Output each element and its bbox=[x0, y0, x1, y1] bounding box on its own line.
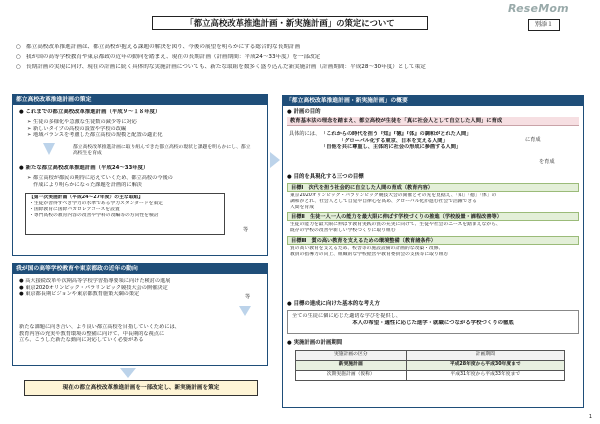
previous-plan-heading: ● これまでの都立高校改革推進計画（平成９～１８年度） bbox=[19, 109, 161, 115]
goals-block bbox=[287, 174, 579, 259]
goals-heading: ● 目的を具現化する三つの目標 bbox=[287, 174, 364, 180]
purpose-block bbox=[287, 109, 579, 171]
down-arrow-icon bbox=[120, 368, 136, 378]
circle-bullet-icon: ○ bbox=[16, 54, 21, 60]
goal-1-text: 東京2020オリンピック・パラリンピック競技大会の開催とその先を見据え、「知」「徳」「体」の 調和がとれ、社会人として自覚や自律心を高め、グローバル化が進む社会で活躍できる 人間を育成 bbox=[290, 192, 497, 211]
list-item: ● 高大接続改革や次期高等学校学習指導要領に向けた検討の進展 bbox=[19, 278, 171, 284]
goal-3-text: 質の高い教育を支えるため、校舎等の施設設備の計画的な改築・改修、 教員の指導力の向上、組織的な学校経営や教育委員会の支援等に取り組む bbox=[290, 245, 449, 257]
approach-block bbox=[287, 301, 579, 334]
purpose-lines: 「これからの時代を担う『知』『徳』『体』の調和がとれた人間」 「グローバル化する東京、日本を支える人間」 「自他を共に尊重し、主体的に社会の形成に参画する人間」 bbox=[321, 131, 472, 151]
new-plan-text: ➢ 都立高校が都民の期待に応えていくため、都立高校の今後の 作成により明らかになった課題を計画的に解決 bbox=[27, 175, 173, 188]
goal-1-title: 目標Ⅰ 次代を担う社会的に自立した人間の育成（教育内容） bbox=[287, 183, 579, 192]
goal-2-title: 目標Ⅱ 生徒一人一人の能力を最大限に伸ばす学校づくりの推進（学校設置・課程改善等） bbox=[287, 212, 579, 221]
previous-plan-result: 都立高校改革推進計画に取り組んできた都立高校の現状と課題を明らかにし、都立高校生を育成 bbox=[73, 145, 251, 157]
table-header-row: 実施計画の区分 計画期間 bbox=[296, 350, 565, 360]
goal-3-title: 目標Ⅲ 質の高い教育を支えるための環境整備（教育諸条件） bbox=[287, 236, 579, 245]
intro-item: ○ 都立高校改革推進計画は、都立高校が抱える課題の解決を図り、今後の展望を明らかにする総合的な長期計画 bbox=[16, 44, 301, 50]
trends-text: 新たな課題に向き合い、より良い都立高校を目指していくためには、 教育内容の充実や教育環境の整備に向けて、中長期的な視点に 立ち、こうした新たな動向に対応していく必要がある bbox=[19, 324, 180, 344]
period-table bbox=[295, 350, 565, 381]
period-block bbox=[287, 340, 579, 381]
list-item: ➢ 新しいタイプの高校の設置や学校の改編 bbox=[27, 125, 127, 132]
strategy-section bbox=[12, 94, 268, 256]
trends-section bbox=[12, 263, 268, 366]
trends-section-title: 我が国の高等学校教育や東京都政の近年の動向 bbox=[13, 264, 267, 274]
purpose-tail: に育成 bbox=[525, 137, 541, 143]
circle-bullet-icon: ○ bbox=[16, 44, 21, 50]
goal-2-text: 生徒の能力を最大限に伸ばす教育実践の質の充実に向けて、生徒や社会のニーズを踏まえながら、 既存の学校の改善や新しい学校づくりに取り組む bbox=[290, 222, 501, 234]
intro-list bbox=[16, 44, 578, 74]
list-item: ➢ 生徒の多様化や急激な生徒数の減少等に対応 bbox=[27, 119, 137, 125]
previous-plan-items bbox=[27, 119, 163, 139]
right-arrow-icon bbox=[270, 152, 280, 168]
intro-item: ○ 我が国の高等学校教育や東京都政の近年の動向を踏まえ、現在の長期計画（計画期間：平成24～33年度）を一部改定 bbox=[16, 54, 321, 60]
trends-items bbox=[19, 278, 170, 298]
list-item: ➢ 地域バランスを考慮した都立高校の規模と配置の適正化 bbox=[27, 132, 163, 139]
purpose-heading: ● 計画の目的 bbox=[287, 109, 321, 115]
purpose-tail2: を育成 bbox=[539, 159, 555, 165]
new-plan-heading: ● 新たな都立高校改革推進計画（平成24～33年度） bbox=[19, 165, 149, 171]
etc-mark: 等 bbox=[245, 294, 251, 300]
intro-item: ○ 長期計画の実現に向け、現在の計画に続く具体的な実施計画についても、新たな取組を数多く盛り込んだ新実施計画（計画期間：平成28～30年度）として策定 bbox=[16, 64, 426, 70]
table-row: 次期実施計画（仮称） 平成31年度から平成33年度まで bbox=[296, 370, 565, 380]
down-arrow-icon bbox=[43, 143, 55, 155]
page-number: 1 bbox=[588, 413, 592, 420]
approach-box: 全ての生徒に個に応じた適切な学びを提供し、 本人の希望・適性に応じた進学・就職につながる学校づくりの徹底 bbox=[287, 310, 579, 334]
resemom-logo: ReseMom bbox=[508, 2, 569, 15]
strategy-section-title: 都立高校改革推進計画の策定 bbox=[13, 95, 267, 105]
overview-section-title: 「都立高校改革推進計画・新実施計画」の概要 bbox=[283, 96, 583, 106]
approach-heading: ● 目標の達成に向けた基本的な考え方 bbox=[287, 301, 380, 307]
down-arrow-icon bbox=[239, 306, 251, 316]
period-heading: ● 実施計画の計画期間 bbox=[287, 340, 343, 346]
annex-label: 別添１ bbox=[528, 19, 560, 31]
table-row: 新実施計画 平成28年度から平成30年度まで bbox=[296, 360, 565, 370]
conclusion-box: 現在の都立高校改革推進計画を一部改定し、新実施計画を策定 bbox=[24, 380, 258, 396]
circle-bullet-icon: ○ bbox=[16, 64, 21, 70]
list-item: ● 東京2020オリンピック・パラリンピック競技大会の開催決定 bbox=[19, 284, 168, 291]
list-item: ● 東京都長期ビジョンや東京都教育施策大綱の策定 bbox=[19, 291, 140, 298]
page-title: 「都立高校改革推進計画・新実施計画」の策定について bbox=[152, 16, 428, 30]
purpose-summary: 教育基本法の理念を踏まえ、都立高校が生徒を「真に社会人として自立した人間」に育成 bbox=[287, 117, 579, 126]
etc-mark: 等 bbox=[243, 227, 249, 233]
overview-section bbox=[282, 95, 584, 408]
purpose-lead: 具体的には、 bbox=[289, 131, 321, 137]
first-implementation-box: 【第一次実施計画（平成24～27年度）の主な取組】 ・生徒が習得すべき学力の水準である学力スタンダードを策定 ・国際教育に国際バカロレアコースを設置 ・専門高校の教育内容の改善や学科の改編等の方向性を検討 bbox=[25, 193, 225, 235]
